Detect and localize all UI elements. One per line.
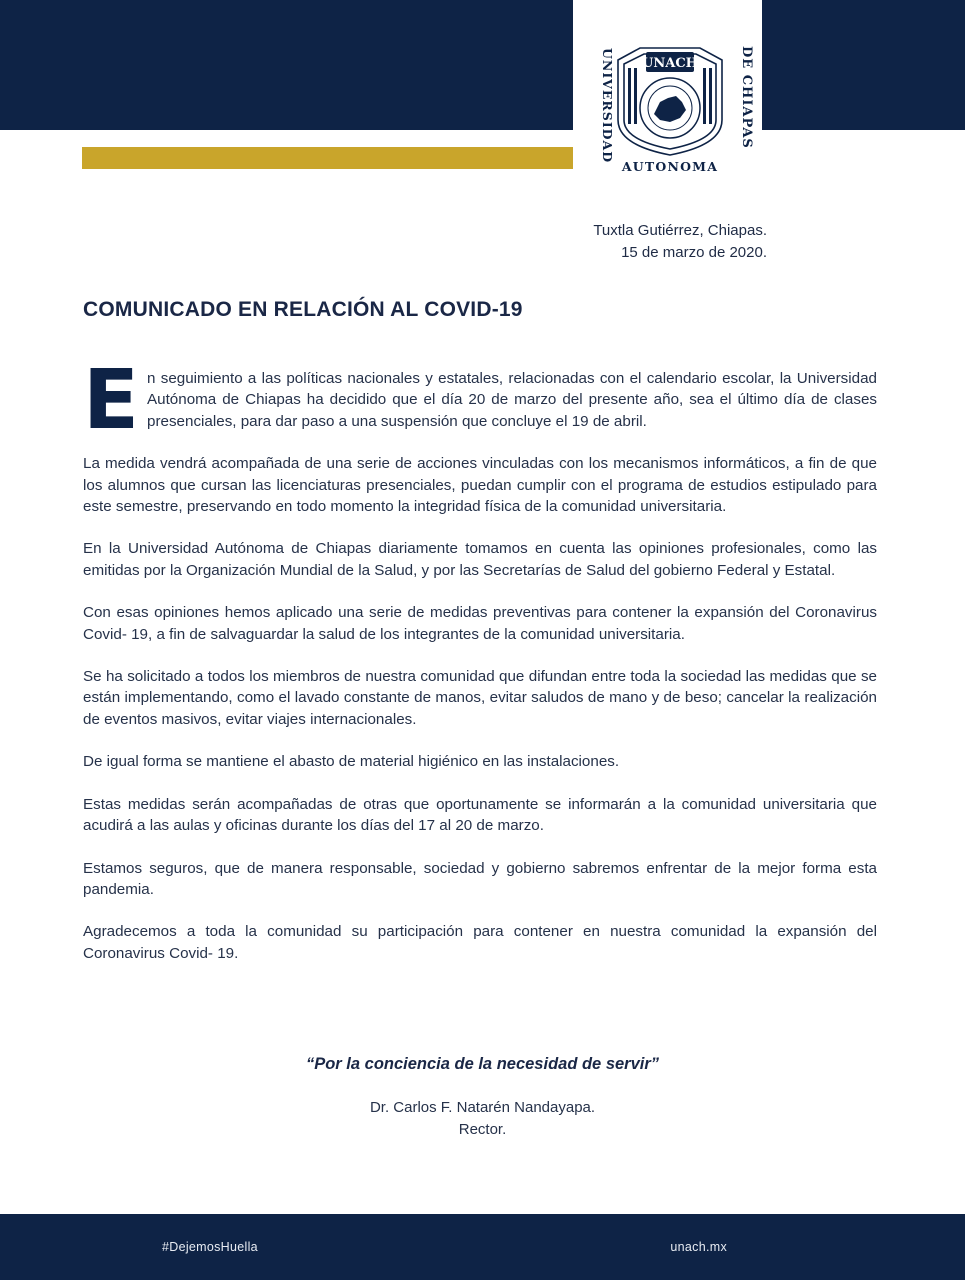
signature-block xyxy=(0,1097,965,1141)
header-band-left xyxy=(0,0,573,130)
page-title: COMUNICADO EN RELACIÓN AL COVID-19 xyxy=(83,298,523,321)
paragraph-4: Con esas opiniones hemos aplicado una serie de medidas preventivas para contener la expansión del Coronavirus Covid- 19, a fin de salvaguardar la salud de los integrantes de la comunidad universitaria. xyxy=(83,604,877,643)
paragraph-1: En seguimiento a las políticas nacionales y estatales, relacionadas con el calendario escolar, la Universidad Autónoma de Chiapas ha decidido que el día 20 de marzo del presente año, sea el último día de clases presenciales, para dar paso a una suspensión que concluye el 19 de abril. xyxy=(83,353,877,448)
logo-bottom-text: AUTONOMA xyxy=(621,159,719,174)
header-band-right xyxy=(762,0,965,130)
footer-hashtag: #DejemosHuella xyxy=(162,1240,258,1254)
header-gold-strip xyxy=(82,147,573,169)
logo-left-text: UNIVERSIDAD xyxy=(600,48,615,164)
place: Tuxtla Gutiérrez, Chiapas. xyxy=(593,222,767,239)
letter-body xyxy=(83,353,877,985)
signer-title: Rector. xyxy=(458,1121,507,1138)
footer-band xyxy=(0,1214,965,1280)
paragraph-6: De igual forma se mantiene el abasto de material higiénico en las instalaciones. xyxy=(83,753,620,771)
paragraph-8: Estamos seguros, que de manera responsable, sociedad y gobierno sabremos enfrentar de la mejor forma esta pandemia. xyxy=(83,859,877,898)
drop-cap: E xyxy=(83,353,140,448)
motto: “Por la conciencia de la necesidad de servir” xyxy=(305,1055,660,1073)
unach-seal-icon xyxy=(590,40,754,180)
paragraph-2: La medida vendrá acompañada de una serie de acciones vinculadas con los mecanismos informáticos, a fin de que los alumnos que cursan las licenciaturas presenciales, puedan cumplir con el programa de estudios estipulado para este semestre, preservando en todo momento la integridad física de la comunidad universitaria. xyxy=(83,455,877,516)
place-date xyxy=(593,220,767,264)
signer-name: Dr. Carlos F. Natarén Nandayapa. xyxy=(369,1099,596,1116)
footer-website-link[interactable]: unach.mx xyxy=(670,1240,727,1254)
paragraph-7: Estas medidas serán acompañadas de otras que oportunamente se informarán a la comunidad universitaria que acudirá a las aulas y oficinas durante los días del 17 al 20 de marzo. xyxy=(83,795,877,835)
paragraph-9: Agradecemos a toda la comunidad su participación para contener en nuestra comunidad la expansión del Coronavirus Covid- 19. xyxy=(83,923,877,962)
paragraph-3: En la Universidad Autónoma de Chiapas diariamente tomamos en cuenta las opiniones profesionales, como las emitidas por la Organización Mundial de la Salud, y por las Secretarías de Salud del gobierno Federal y Estatal. xyxy=(83,540,877,579)
date: 15 de marzo de 2020. xyxy=(621,244,767,261)
paragraph-5: Se ha solicitado a todos los miembros de nuestra comunidad que difundan entre toda la sociedad las medidas que se están implementando, como el lavado constante de manos, evitar saludos de mano y de beso; cancelar la realización de eventos masivos, evitar viajes internacionales. xyxy=(83,668,877,728)
logo-abbrev: UNACH xyxy=(642,56,698,71)
logo-right-text: DE CHIAPAS xyxy=(739,46,754,149)
